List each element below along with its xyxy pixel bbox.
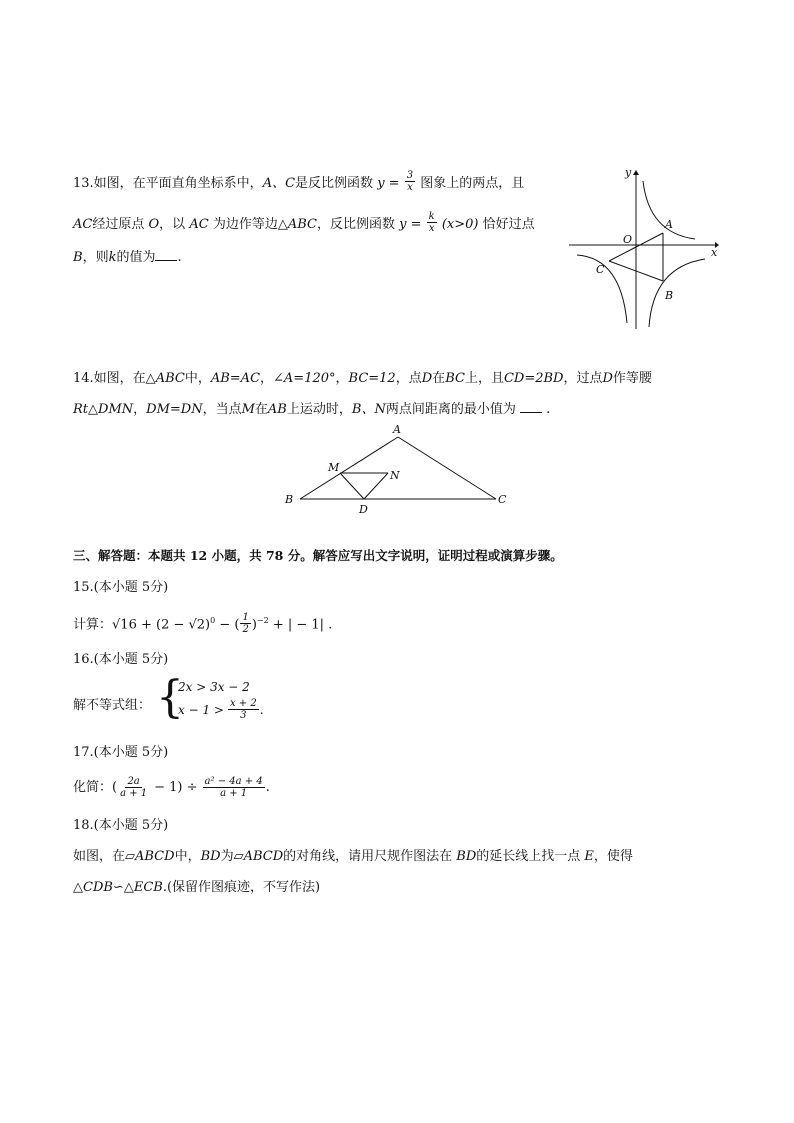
q18-text: (保留作图痕迹，不写作法) <box>166 880 321 895</box>
q14-line-2 <box>73 402 550 418</box>
fraction-numerator: a² − 4a + 4 <box>204 776 263 787</box>
q13-text: 的值为 <box>116 250 156 265</box>
q18-line-1 <box>73 849 633 865</box>
q14-var: D <box>421 371 433 386</box>
q18-var: CDB∽ <box>83 880 124 895</box>
label-c: C <box>596 263 605 276</box>
q17-mid: − 1) ÷ <box>154 779 198 795</box>
q13-line-1 <box>73 172 524 195</box>
answer-blank <box>155 250 177 261</box>
q13-text: 恰好过点 <box>482 217 535 232</box>
q14-text: 两点间距离的最小值为 <box>385 402 516 417</box>
fraction-numerator: 3 <box>406 170 414 181</box>
fraction-numerator: 2a <box>127 776 140 787</box>
q13-text: 为边作等边△ <box>212 217 288 232</box>
q17-period: . <box>265 779 270 795</box>
q14-text: ，过点 <box>563 371 603 386</box>
q14-text: 作等腰 <box>612 371 652 386</box>
q16-fraction <box>228 698 259 721</box>
section-3-heading: 三、解答题：本题共 12 小题，共 78 分。解答应写出文字说明，证明过程或演算步骤。 <box>73 548 563 563</box>
q14-text: 14.如图，在△ <box>73 371 156 386</box>
q13-text: 经过原点 <box>92 217 145 232</box>
q18-text: △ <box>73 880 83 895</box>
label-a: A <box>665 218 673 231</box>
q13-func-y: y = <box>399 217 422 232</box>
q16-brace: { <box>156 672 184 723</box>
q13-text: 是反比例函数 <box>295 176 374 191</box>
label-a: A <box>393 423 401 436</box>
q14-var: DMN <box>98 402 134 417</box>
q13-text: 图象上的两点，且 <box>420 176 525 191</box>
label-c: C <box>498 493 507 506</box>
label-b: B <box>285 493 294 506</box>
label-y: y <box>625 166 632 179</box>
q15-heading: 15.(本小题 5分) <box>73 580 169 595</box>
q14-var: AB <box>267 402 287 417</box>
q15-fraction <box>240 612 250 635</box>
q14-var: DM=DN <box>146 402 203 417</box>
q14-text: ，当点 <box>202 402 242 417</box>
fraction-denominator: a + 1 <box>220 788 248 799</box>
q14-text: 中， <box>184 371 211 386</box>
q13-condition: (x>0) <box>441 217 479 232</box>
q14-text: ，∠ <box>260 371 284 386</box>
q18-var: E <box>584 849 594 864</box>
q16-inequality-2 <box>178 698 264 721</box>
q13-var: B <box>73 250 83 265</box>
q13-text: . <box>177 250 182 265</box>
segment-ab <box>300 437 398 499</box>
q13-var: k <box>108 250 117 265</box>
q15-exponent: 0 <box>210 616 216 625</box>
q17-expression <box>73 776 270 799</box>
fraction-denominator: 3 <box>240 710 247 721</box>
q18-heading: 18.(本小题 5分) <box>73 818 169 833</box>
q14-var: M <box>241 402 255 417</box>
q18-line-2 <box>73 880 320 896</box>
hyperbola-branch-q4 <box>649 259 705 327</box>
q18-var: ECB. <box>133 880 167 895</box>
label-x: x <box>711 246 718 259</box>
q13-var: O <box>148 217 160 232</box>
q18-var: BD <box>456 849 477 864</box>
q17-fraction-2 <box>203 776 265 799</box>
q18-text: △ <box>123 880 134 895</box>
q14-var: BC <box>445 371 465 386</box>
q14-text: 上，且 <box>464 371 504 386</box>
q14-var: D <box>602 371 613 386</box>
q13-text: ，以 <box>159 217 186 232</box>
q14-text: △ <box>88 402 99 417</box>
q13-func-y: y = <box>377 176 400 191</box>
q15-exponent: −2 <box>256 616 269 625</box>
q14-var: BC=12 <box>348 371 396 386</box>
answer-blank <box>520 402 542 413</box>
q14-var: B、N <box>351 402 386 417</box>
q14-var: CD=2BD <box>503 371 564 386</box>
label-b: B <box>665 289 674 302</box>
q18-text: ，使得 <box>593 849 633 864</box>
q18-text: 的对角线，请用尺规作图法在 <box>283 849 453 864</box>
label-d: D <box>359 503 368 516</box>
q16-prefix: 解不等式组： <box>73 698 152 713</box>
q15-expression <box>73 613 332 636</box>
q16-period: . <box>259 702 264 717</box>
q13-fraction <box>405 170 415 193</box>
q14-var: A=120° <box>283 371 336 386</box>
q13-line-2 <box>73 213 535 236</box>
segment-dn <box>364 473 388 499</box>
q14-var: AB=AC <box>210 371 261 386</box>
q13-line-3 <box>73 250 182 266</box>
label-m: M <box>328 461 340 474</box>
q18-text: 为▱ <box>220 849 244 864</box>
q14-var: ABC <box>155 371 185 386</box>
segment-ac <box>398 437 496 499</box>
q15-expr: ) <box>251 617 257 633</box>
q16-heading: 16.(本小题 5分) <box>73 652 169 667</box>
q17-fraction-1 <box>118 776 149 799</box>
q14-text: ， <box>335 371 349 386</box>
fraction-numerator: 1 <box>242 612 249 624</box>
q16-ineq2-left: x − 1 > <box>178 702 224 717</box>
q13-text: ，则 <box>82 250 109 265</box>
q15-prefix: 计算： <box>73 617 113 633</box>
q18-text: 中， <box>174 849 201 864</box>
q13-var: AC <box>73 217 93 232</box>
q15-expr: + | − 1| . <box>268 617 333 633</box>
q13-figure <box>565 163 725 333</box>
q14-line-1 <box>73 371 652 387</box>
q13-var-ac: A、C <box>262 176 296 191</box>
label-o: O <box>623 233 633 246</box>
q14-text: 在 <box>432 371 446 386</box>
q14-text: ，点 <box>395 371 422 386</box>
fraction-denominator: x <box>428 223 435 234</box>
label-n: N <box>390 469 400 482</box>
q16-inequality-1: 2x > 3x − 2 <box>178 680 250 694</box>
segment-md <box>340 473 364 499</box>
q18-var: ABCD <box>243 849 284 864</box>
q14-figure <box>280 420 520 518</box>
q18-text: 如图，在▱ <box>73 849 135 864</box>
q13-var: AC <box>189 217 209 232</box>
q13-text: 13.如图，在平面直角坐标系中， <box>73 176 263 191</box>
q14-text: . <box>546 402 551 417</box>
q14-text: 在 <box>254 402 268 417</box>
q18-var: BD <box>200 849 221 864</box>
q14-text: ， <box>133 402 147 417</box>
fraction-denominator: x <box>407 182 413 193</box>
fraction-denominator: a + 1 <box>120 788 148 799</box>
q13-text: ，反比例函数 <box>316 217 395 232</box>
fraction-denominator: 2 <box>242 624 249 636</box>
q17-heading: 17.(本小题 5分) <box>73 745 169 760</box>
q17-prefix: 化简：( <box>73 779 118 795</box>
y-axis-arrow <box>633 170 639 175</box>
q13-fraction <box>427 211 437 234</box>
q14-var: Rt <box>73 402 89 417</box>
fraction-numerator: x + 2 <box>229 698 257 709</box>
fraction-numerator: k <box>428 211 435 222</box>
q15-expr: − ( <box>215 617 240 633</box>
q15-expr: √16 + (2 − √2) <box>112 617 211 633</box>
q18-text: 的延长线上找一点 <box>476 849 581 864</box>
q13-var: ABC <box>287 217 317 232</box>
q14-text: 上运动时， <box>286 402 352 417</box>
q18-var: ABCD <box>135 849 175 864</box>
